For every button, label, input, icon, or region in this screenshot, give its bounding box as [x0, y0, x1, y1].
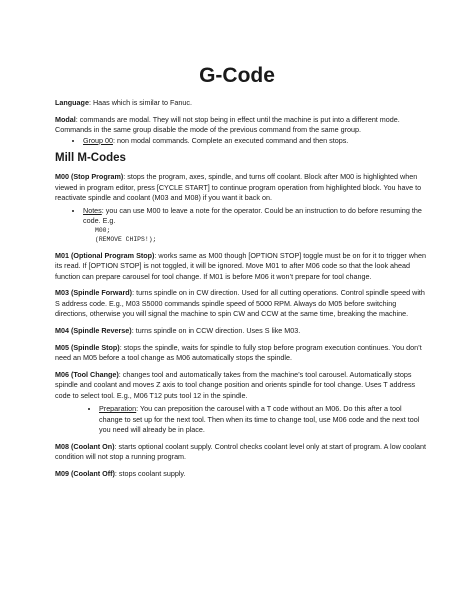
m08-label: M08 (Coolant On)	[55, 441, 115, 451]
m08-text: : starts optional coolant supply. Control checks coolant level only at start of program. A low coolant condition will not stop a running program.	[55, 441, 426, 462]
m06-paragraph	[55, 370, 427, 401]
m06-text: : changes tool and automatically takes from the machine’s tool carousel. Automatically stops spindle and coolant and moves Z axis to tool change position and orients spindle for tool change. Uses T address code to select tool. E.g., M06 T12 puts tool 12 in the spindle.	[55, 370, 416, 400]
m00-notes-text: : you can use M00 to leave a note for the operator. Could be an instruction to do before resuming the code. E.g.	[83, 205, 422, 226]
m01-text: : works same as M00 though [OPTION STOP] toggle must be on for it to trigger when its read. If [OPTION STOP] is not toggled, it will be ignored. Move M01 to after M06 code so that the look ahead function can prepare carousel for tool change. If M01 is before M06 it won’t prepare for tool change.	[55, 250, 426, 281]
m03-paragraph	[55, 288, 427, 319]
m06-label: M06 (Tool Change)	[55, 370, 119, 380]
group-00-text: : non modal commands. Complete an executed command and then stops.	[112, 135, 349, 145]
list-item	[83, 136, 427, 146]
document-body	[55, 98, 427, 486]
m01-label: M01 (Optional Program Stop)	[55, 250, 155, 260]
m00-label: M00 (Stop Program)	[55, 172, 124, 182]
modal-text: : commands are modal. They will not stop being in effect until the machine is put into a different mode. Commands in the same group disable the mode of the previous command from the same group.	[55, 114, 400, 135]
language-paragraph	[55, 98, 427, 108]
m03-label: M03 (Spindle Forward)	[55, 288, 133, 298]
m03-text: : turns spindle on in CW direction. Used for all cutting operations. Control spindle speed with S address code. E.g., M03 S5000 commands spindle speed of 5000 RPM. Always do M05 before switching directions, otherwise you will signal the machine to spin CW and CCW at the same time, breaking the machine.	[55, 288, 425, 319]
code-line: M00;	[95, 227, 111, 235]
modal-label: Modal	[55, 114, 76, 124]
modal-bullet-list	[55, 136, 427, 146]
page-title: G-Code	[199, 64, 275, 87]
m09-text: : stops coolant supply.	[114, 469, 186, 479]
m04-label: M04 (Spindle Reverse)	[55, 326, 132, 336]
m08-paragraph	[55, 442, 427, 463]
language-text: : Haas which is similar to Fanuc.	[88, 98, 193, 107]
m05-paragraph	[55, 343, 427, 364]
m00-paragraph	[55, 172, 427, 203]
m05-text: : stops the spindle, waits for spindle to fully stop before program execution continues. You don’t need an M05 before a tool change as M06 automatically stops the spindle.	[55, 342, 422, 363]
m05-label: M05 (Spindle Stop)	[55, 342, 120, 352]
code-example	[95, 226, 427, 244]
m06-preparation-list	[55, 404, 427, 435]
m00-text: : stops the program, axes, spindle, and turns off coolant. Block after M00 is highlighted when viewed in program editor, press [CYCLE START] to continue program operation from highlighted block. You have to reactivate spindle and coolant (M03 and M08) if you want it back on.	[55, 172, 422, 203]
m04-text: : turns spindle on in CCW direction. Uses S like M03.	[131, 326, 301, 336]
list-item	[83, 206, 427, 227]
m00-notes-label: Notes	[83, 205, 102, 215]
modal-paragraph	[55, 115, 427, 136]
group-00-label: Group 00	[83, 135, 113, 145]
m00-notes-list	[55, 206, 427, 227]
code-line: (REMOVE CHIPS!);	[95, 236, 157, 244]
m09-paragraph	[55, 469, 427, 479]
list-item	[99, 404, 427, 435]
m06-preparation-text: : You can preposition the carousel with a T code without an M06. Do this after a tool change to set up for the next tool. Then when its time to change tool, use M06 code and the next tool you need will already be in place.	[99, 404, 420, 435]
m09-label: M09 (Coolant Off)	[55, 469, 115, 479]
language-label: Language	[55, 98, 89, 107]
m01-paragraph	[55, 251, 427, 282]
section-heading: Mill M-Codes	[55, 152, 126, 165]
m06-preparation-label: Preparation	[99, 404, 137, 414]
m04-paragraph	[55, 326, 427, 336]
